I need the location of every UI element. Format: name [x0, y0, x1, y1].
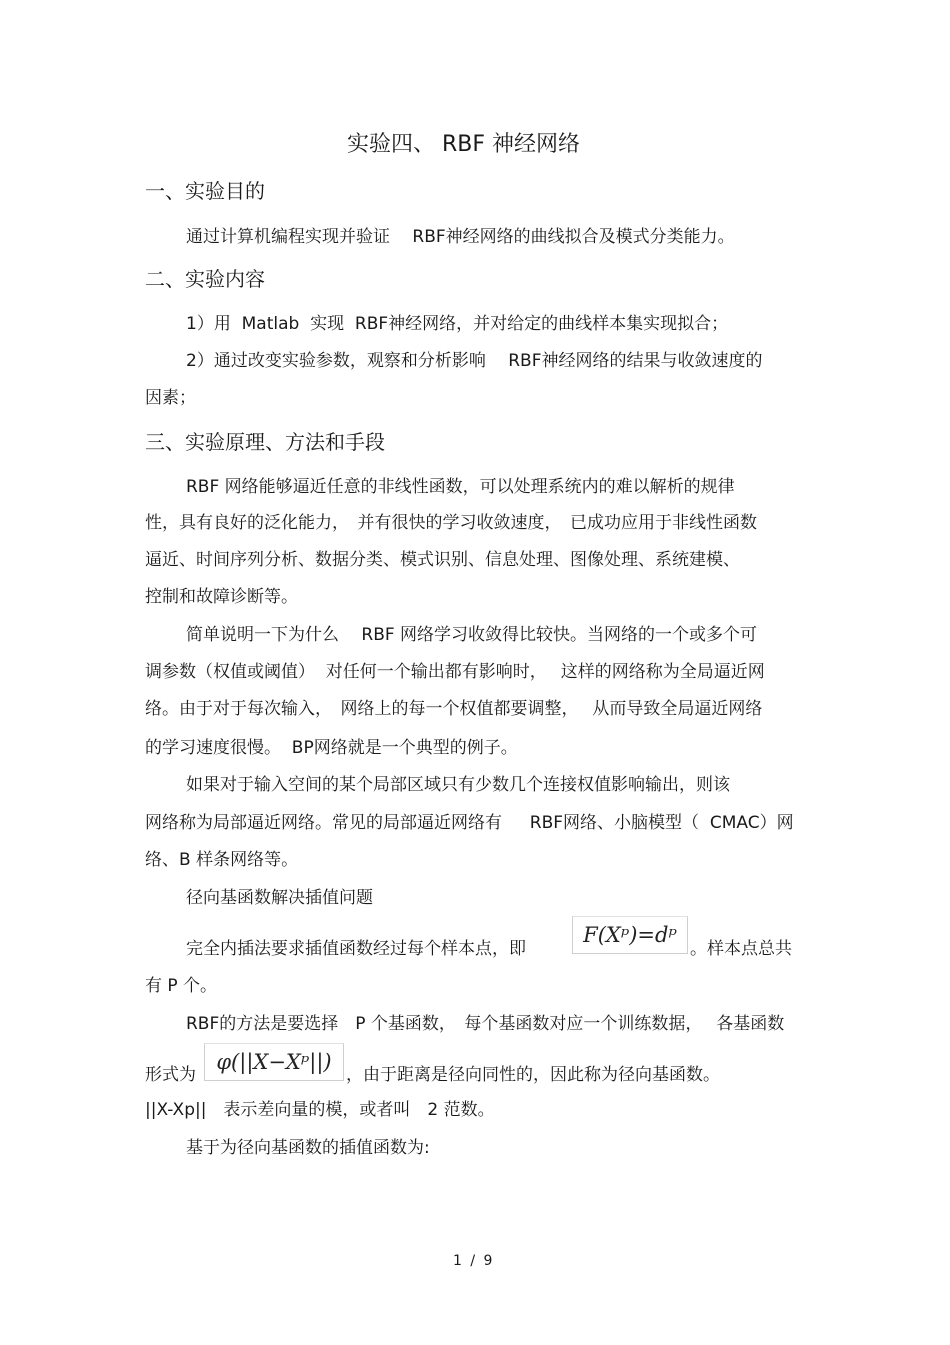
paragraph-line: 性，具有良好的泛化能力， 并有很快的学习收敛速度， 已成功应用于非线性函数: [145, 513, 757, 533]
purpose-line: 通过计算机编程实现并验证 RBF神经网络的曲线拟合及模式分类能力。: [186, 227, 735, 247]
paragraph-line: 控制和故障诊断等。: [145, 587, 298, 607]
paragraph-line: 逼近、时间序列分析、数据分类、模式识别、信息处理、图像处理、系统建模、: [145, 550, 740, 570]
page-title: 实验四、 RBF 神经网络: [347, 132, 581, 157]
paragraph-line: 径向基函数解决插值问题: [186, 888, 373, 908]
paragraph-line: 形式为: [145, 1065, 196, 1085]
content-item-2-cont: 因素；: [145, 388, 196, 408]
paragraph-line: 如果对于输入空间的某个局部区域只有少数几个连接权值影响输出，则该: [186, 775, 730, 795]
paragraph-line: 。样本点总共: [690, 939, 792, 959]
paragraph-line: RBF的方法是要选择 P 个基函数， 每个基函数对应一个训练数据， 各基函数: [186, 1014, 785, 1034]
paragraph-line: 有 P 个。: [145, 976, 218, 996]
section-heading-content: 二、实验内容: [145, 267, 265, 291]
formula-basis-function: φ(||X−Xᵖ||): [204, 1043, 344, 1081]
paragraph-line: 基于为径向基函数的插值函数为:: [186, 1138, 430, 1158]
paragraph-line: RBF 网络能够逼近任意的非线性函数，可以处理系统内的难以解析的规律: [186, 477, 735, 497]
content-item-2: 2）通过改变实验参数，观察和分析影响 RBF神经网络的结果与收敛速度的: [186, 351, 763, 371]
paragraph-line: 络、B 样条网络等。: [145, 850, 299, 870]
section-heading-principle: 三、实验原理、方法和手段: [145, 430, 385, 454]
content-item-1: 1）用 Matlab 实现 RBF神经网络，并对给定的曲线样本集实现拟合；: [186, 314, 729, 334]
paragraph-line: ，由于距离是径向同性的，因此称为径向基函数。: [346, 1065, 720, 1085]
formula-interpolation: F(Xᵖ)=dᵖ: [572, 916, 688, 954]
paragraph-line: 的学习速度很慢。 BP网络就是一个典型的例子。: [145, 738, 518, 758]
paragraph-line: 网络称为局部逼近网络。常见的局部逼近网络有 RBF网络、小脑模型（ CMAC）网: [145, 813, 794, 833]
paragraph-line: 调参数（权值或阈值） 对任何一个输出都有影响时， 这样的网络称为全局逼近网: [145, 662, 765, 682]
page-number: 1 / 9: [453, 1253, 495, 1269]
paragraph-line: 简单说明一下为什么 RBF 网络学习收敛得比较快。当网络的一个或多个可: [186, 625, 758, 645]
paragraph-line: ||X-Xp|| 表示差向量的模，或者叫 2 范数。: [145, 1100, 495, 1120]
section-heading-purpose: 一、实验目的: [145, 179, 265, 203]
paragraph-line: 络。由于对于每次输入， 网络上的每一个权值都要调整， 从而导致全局逼近网络: [145, 699, 763, 719]
paragraph-line: 完全内插法要求插值函数经过每个样本点，即: [186, 939, 526, 959]
